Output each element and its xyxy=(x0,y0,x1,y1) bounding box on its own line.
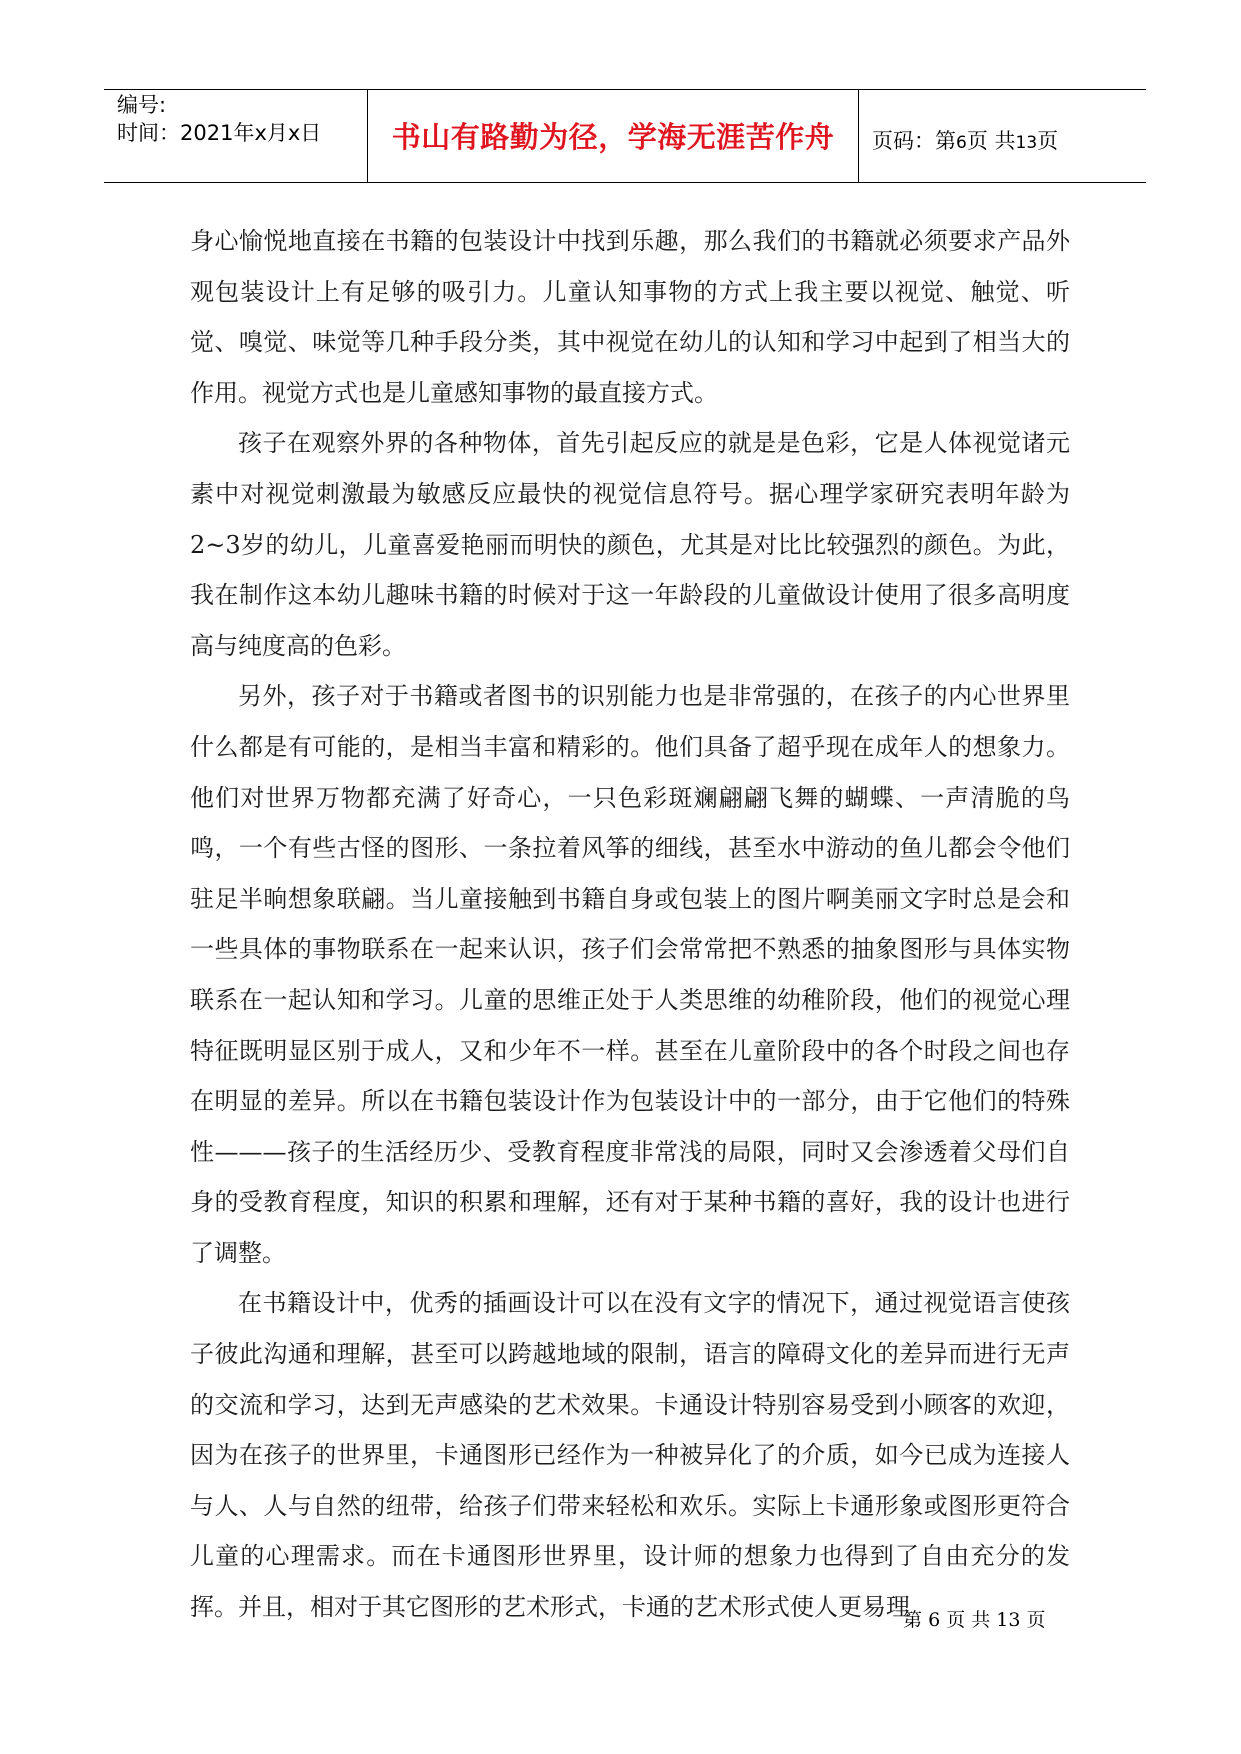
footer-prefix: 第 xyxy=(903,1609,923,1631)
page-footer xyxy=(903,1605,1046,1632)
header-divider-right xyxy=(858,89,859,182)
header-page-indicator xyxy=(872,125,1058,155)
footer-page-number: 6 xyxy=(928,1609,941,1631)
header-slogan: 书山有路勤为径，学海无涯苦作舟 xyxy=(391,120,835,154)
page-number: 6 xyxy=(956,133,967,153)
paragraph-3: 另外，孩子对于书籍或者图书的识别能力也是非常强的，在孩子的内心世界里什么都是有可能的，是相当丰富和精彩的。他们具备了超乎现在成年人的想象力。他们对世界万物都充满了好奇心，一只色彩斑斓翩翩飞舞的蝴蝶、一声清脆的鸟鸣，一个有些古怪的图形、一条拉着风筝的细线，甚至水中游动的鱼儿都会令他们驻足半晌想象联翩。当儿童接触到书籍自身或包装上的图片啊美丽文字时总是会和一些具体的事物联系在一起来认识，孩子们会常常把不熟悉的抽象图形与具体实物联系在一起认知和学习。儿童的思维正处于人类思维的幼稚阶段，他们的视觉心理特征既明显区别于成人，又和少年不一样。甚至在儿童阶段中的各个时段之间也存在明显的差异。所以在书籍包装设计作为包装设计中的一部分，由于它他们的特殊性———孩子的生活经历少、受教育程度非常浅的局限，同时又会渗透着父母们自身的受教育程度，知识的积累和理解，还有对于某种书籍的喜好，我的设计也进行了调整。 xyxy=(190,682,1070,1267)
page-prefix: 页码：第 xyxy=(872,129,956,153)
page-total: 13 xyxy=(1015,133,1038,153)
header-top-rule xyxy=(104,89,1146,90)
page-suffix: 页 xyxy=(1037,129,1059,153)
paragraph-2: 孩子在观察外界的各种物体，首先引起反应的就是是色彩，它是人体视觉诸元素中对视觉刺激最为敏感反应最快的视觉信息符号。据心理学家研究表明年龄为2~3岁的幼儿，儿童喜爱艳丽而明快的颜色，尤其是对比比较强烈的颜色。为此，我在制作这本幼儿趣味书籍的时候对于这一年龄段的儿童做设计使用了很多高明度高与纯度高的色彩。 xyxy=(190,429,1070,660)
footer-mid: 页 共 xyxy=(946,1609,991,1631)
document-body xyxy=(190,216,1070,1633)
footer-suffix: 页 xyxy=(1026,1609,1046,1631)
footer-page-total: 13 xyxy=(996,1609,1021,1631)
paragraph-4: 在书籍设计中，优秀的插画设计可以在没有文字的情况下，通过视觉语言使孩子彼此沟通和理解，甚至可以跨越地域的限制，语言的障碍文化的差异而进行无声的交流和学习，达到无声感染的艺术效果。卡通设计特别容易受到小顾客的欢迎，因为在孩子的世界里，卡通图形已经作为一种被异化了的介质，如今已成为连接人与人、人与自然的纽带，给孩子们带来轻松和欢乐。实际上卡通形象或图形更符合儿童的心理需求。而在卡通图形世界里，设计师的想象力也得到了自由充分的发挥。并且，相对于其它图形的艺术形式，卡通的艺术形式使人更易理 xyxy=(190,1289,1070,1622)
document-code-label: 编号: xyxy=(117,93,167,117)
page-mid: 页 共 xyxy=(966,129,1016,153)
document-time-label: 时间：2021年x月x日 xyxy=(117,121,322,145)
paragraph-1: 身心愉悦地直接在书籍的包装设计中找到乐趣，那么我们的书籍就必须要求产品外观包装设计上有足够的吸引力。儿童认知事物的方式上我主要以视觉、触觉、听觉、嗅觉、味觉等几种手段分类，其中视觉在幼儿的认知和学习中起到了相当大的作用。视觉方式也是儿童感知事物的最直接方式。 xyxy=(190,227,1070,407)
header-info xyxy=(117,91,321,147)
header-bottom-rule xyxy=(104,182,1146,183)
